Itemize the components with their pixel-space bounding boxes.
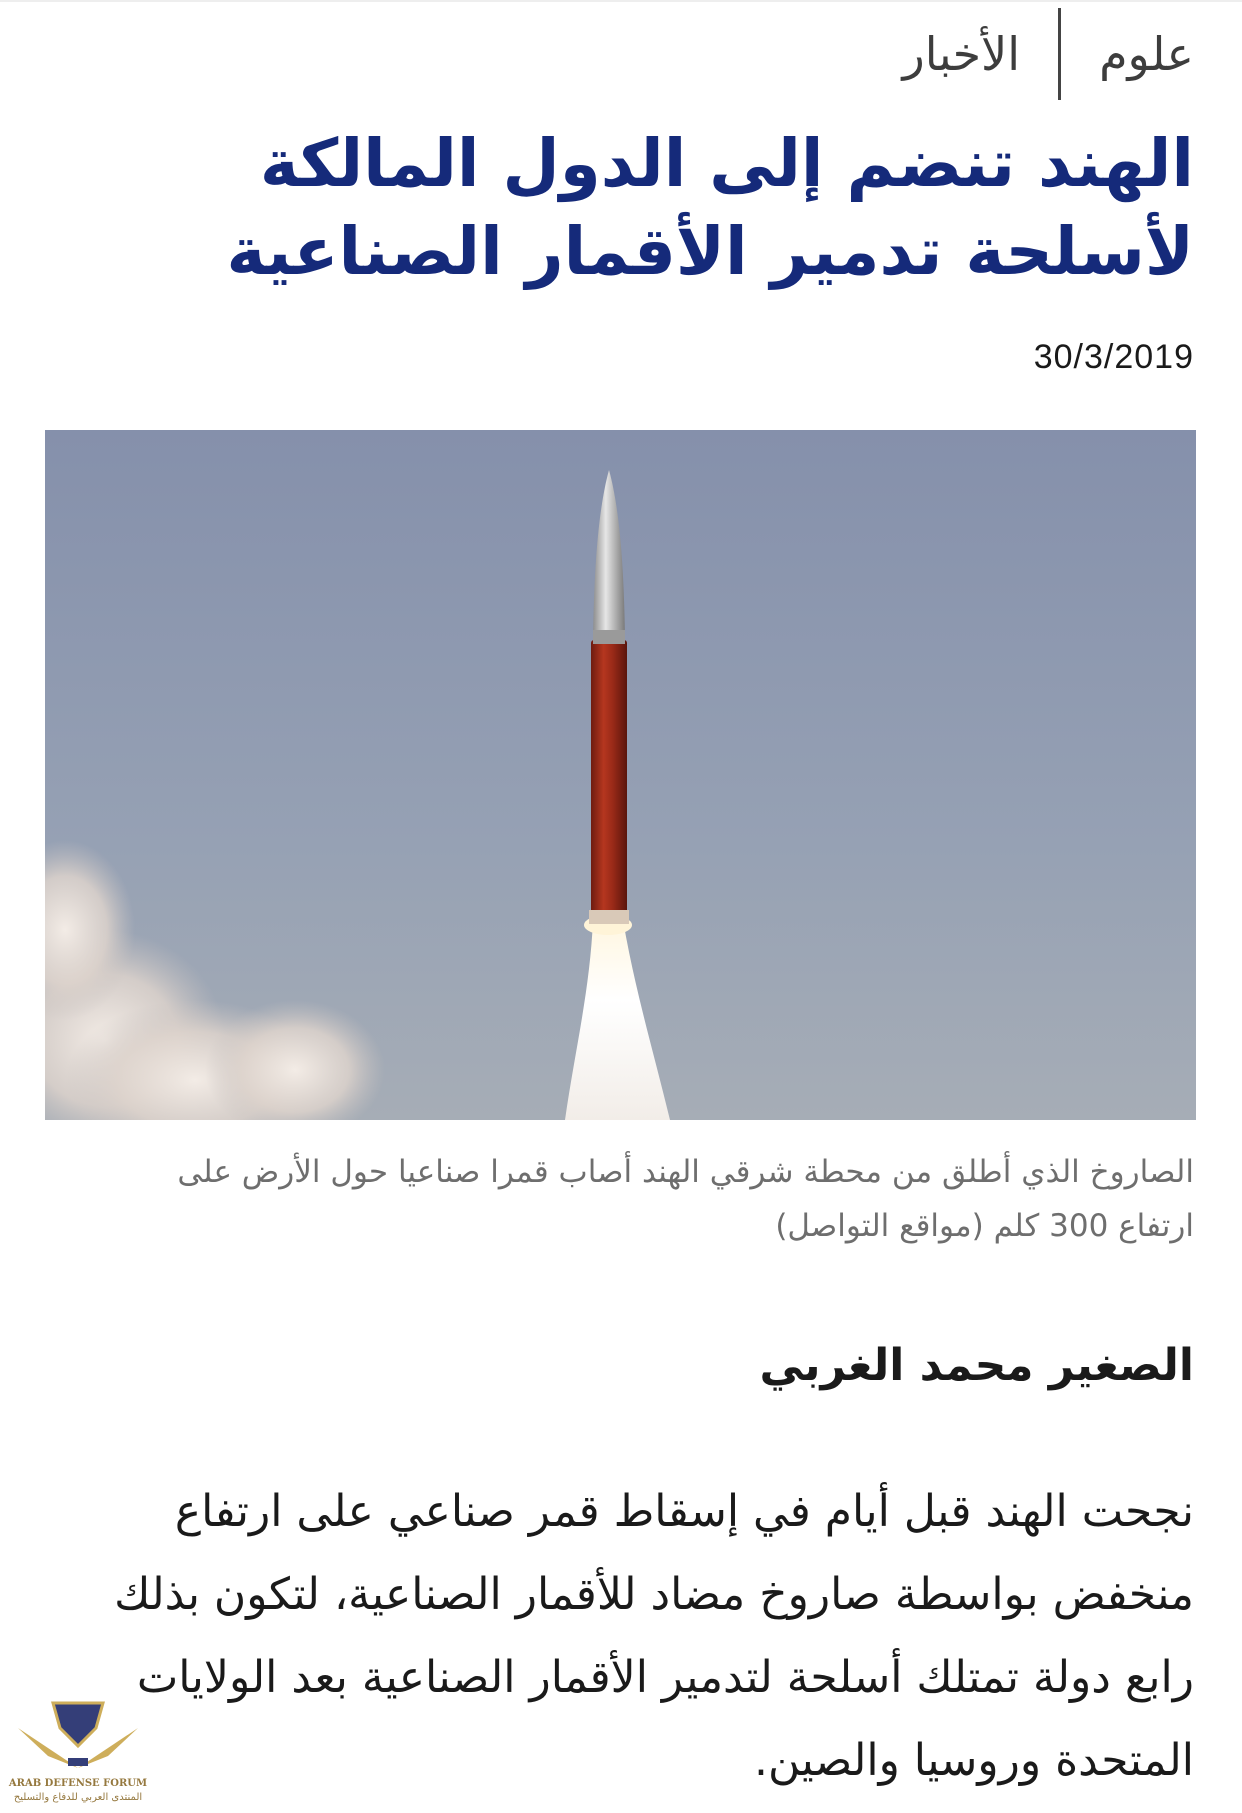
- watermark-line-2: المنتدى العربي للدفاع والتسليح: [13, 1792, 143, 1803]
- breadcrumb-category-link[interactable]: علوم: [1099, 27, 1194, 81]
- article-body: نجحت الهند قبل أيام في إسقاط قمر صناعي على ارتفاع منخفض بواسطة صاروخ مضاد للأقمار الصناعية، لتكون بذلك رابع دولة تمتلك أسلحة لتدمير الأقمار الصناعية بعد الولايات المتحدة وروسيا والصين.: [114, 1486, 1194, 1786]
- eagle-logo-icon: [8, 1698, 148, 1780]
- top-divider: [0, 0, 1242, 2]
- missile-launch-photo: [45, 430, 1196, 1120]
- article-title: الهند تنضم إلى الدول المالكة لأسلحة تدمير الأقمار الصناعية: [226, 125, 1194, 290]
- watermark-line-1: ARAB DEFENSE FORUM: [8, 1778, 148, 1789]
- breadcrumb: [903, 8, 1194, 100]
- breadcrumb-section-link[interactable]: الأخبار: [902, 27, 1021, 81]
- image-caption: الصاروخ الذي أطلق من محطة شرقي الهند أصاب قمرا صناعيا حول الأرض على ارتفاع 300 كلم (مواقع التواصل): [177, 1154, 1194, 1244]
- article-hero-image[interactable]: [45, 430, 1196, 1120]
- article-date: 30/3/2019: [1033, 338, 1194, 376]
- article-author[interactable]: الصغير محمد الغربي: [759, 1340, 1194, 1391]
- breadcrumb-separator: [1058, 8, 1061, 100]
- forum-watermark: [8, 1698, 148, 1808]
